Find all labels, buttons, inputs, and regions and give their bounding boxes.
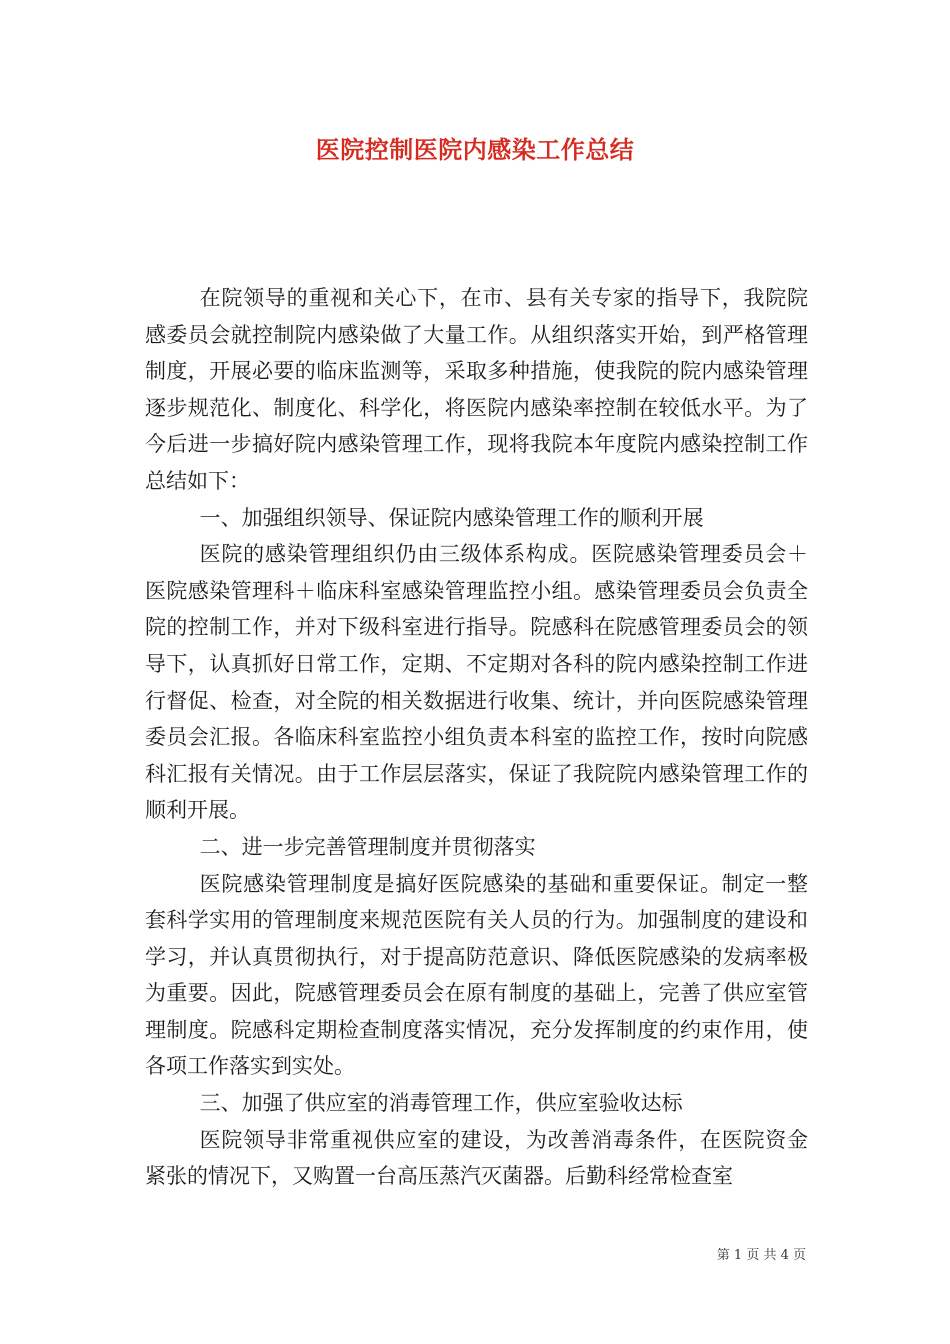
document-body bbox=[145, 280, 808, 1195]
section-heading-2: 二、进一步完善管理制度并贯彻落实 bbox=[199, 834, 536, 859]
document-title: 医院控制医院内感染工作总结 bbox=[315, 135, 635, 164]
section-heading-1: 一、加强组织领导、保证院内感染管理工作的顺利开展 bbox=[199, 505, 704, 530]
paragraph-section-3: 医院领导非常重视供应室的建设，为改善消毒条件，在医院资金紧张的情况下，又购置一台高压蒸汽灭菌器。后勤科经常检查室 bbox=[145, 1127, 808, 1189]
section-heading-3: 三、加强了供应室的消毒管理工作，供应室验收达标 bbox=[199, 1091, 683, 1116]
page-number-footer: 第 1 页 共 4 页 bbox=[716, 1248, 806, 1263]
paragraph-section-1: 医院的感染管理组织仍由三级体系构成。医院感染管理委员会＋医院感染管理科＋临床科室感染管理监控小组。感染管理委员会负责全院的控制工作，并对下级科室进行指导。院感科在院感管理委员会的领导下，认真抓好日常工作，定期、不定期对各科的院内感染控制工作进行督促、检查，对全院的相关数据进行收集、统计，并向医院感染管理委员会汇报。各临床科室监控小组负责本科室的监控工作，按时向院感科汇报有关情况。由于工作层层落实，保证了我院院内感染管理工作的顺利开展。 bbox=[145, 542, 808, 823]
paragraph-section-2: 医院感染管理制度是搞好医院感染的基础和重要保证。制定一整套科学实用的管理制度来规范医院有关人员的行为。加强制度的建设和学习，并认真贯彻执行，对于提高防范意识、降低医院感染的发病率极为重要。因此，院感管理委员会在原有制度的基础上，完善了供应室管理制度。院感科定期检查制度落实情况，充分发挥制度的约束作用，使各项工作落实到实处。 bbox=[145, 871, 808, 1079]
paragraph-intro: 在院领导的重视和关心下，在市、县有关专家的指导下，我院院感委员会就控制院内感染做了大量工作。从组织落实开始，到严格管理制度，开展必要的临床监测等，采取多种措施，使我院的院内感染管理逐步规范化、制度化、科学化，将医院内感染率控制在较低水平。为了今后进一步搞好院内感染管理工作，现将我院本年度院内感染控制工作总结如下： bbox=[145, 286, 808, 493]
